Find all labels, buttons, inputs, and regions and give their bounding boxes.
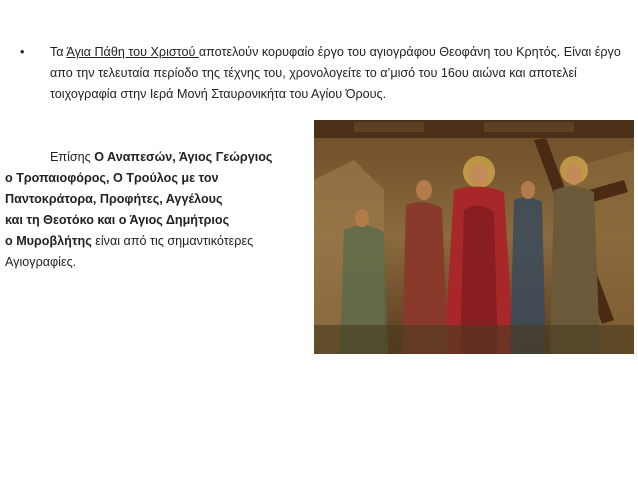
- body-line-3: Παντοκράτορα, Προφήτες, Αγγέλους: [5, 192, 223, 206]
- body-line-1: [50, 147, 272, 168]
- body-line-5-plain: είναι από τις σημαντικότερες: [91, 234, 254, 248]
- body-line-4: και τη Θεοτόκο και ο Άγιος Δημήτριος: [5, 213, 230, 227]
- body-line-1-plain: Επίσης: [50, 150, 95, 164]
- bullet-text-body: αποτελούν κορυφαίο έργο του αγιογράφου Θεοφάνη του Κρητός. Είναι έργο απο την τελευταία περίοδο της τέχνης του, χρονολογείτε το α’μισό του 16ου αιώνα και αποτελεί τοιχογραφία στην Ιερά Μονή Σταυρονικήτα του Αγίου Όρους.: [50, 45, 621, 101]
- bullet-text: [50, 42, 625, 105]
- fresco-image: [314, 120, 634, 354]
- title-link[interactable]: Άγια Πάθη του Χριστού: [66, 45, 199, 59]
- bullet-marker: •: [20, 45, 25, 59]
- body-line-1-bold: Ο Αναπεσών, Άγιος Γεώργιος: [94, 150, 273, 164]
- body-line-5-bold: ο Μυροβλήτης: [5, 234, 92, 248]
- body-line-6: Αγιογραφίες.: [5, 255, 77, 269]
- body-line-5: [5, 231, 253, 252]
- bullet-text-prefix: Τα: [50, 45, 67, 59]
- body-line-2: ο Τροπαιοφόρος, Ο Τρούλος με τον: [5, 171, 219, 185]
